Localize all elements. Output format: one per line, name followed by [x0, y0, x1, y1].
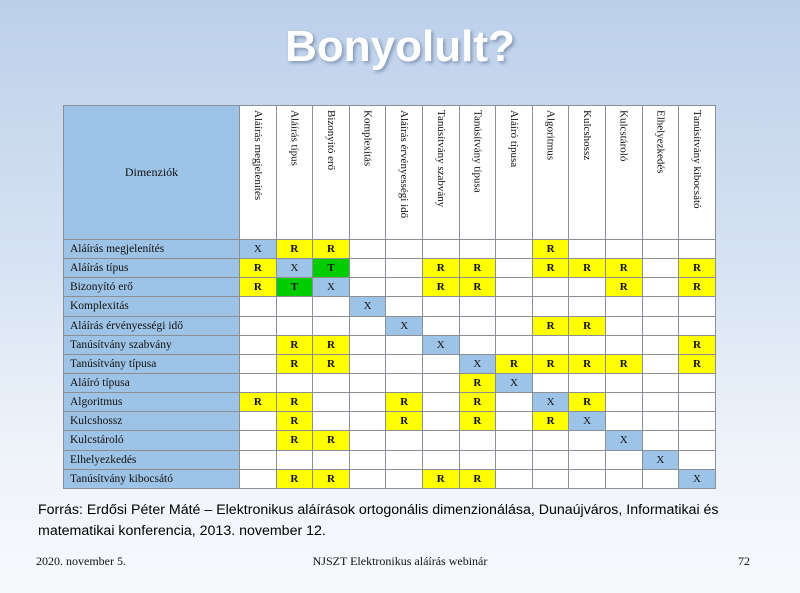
row-header-label: Komplexitás	[64, 297, 240, 316]
matrix-cell	[459, 335, 496, 354]
matrix-cell: R	[605, 354, 642, 373]
matrix-cell	[386, 259, 423, 278]
matrix-header-row	[64, 106, 716, 240]
row-header-label: Aláírás megjelenítés	[64, 240, 240, 259]
column-header	[496, 106, 533, 240]
column-header-label: Bizonyító erő	[324, 110, 337, 171]
matrix-cell	[386, 297, 423, 316]
matrix-cell: R	[313, 469, 350, 488]
column-header	[240, 106, 277, 240]
matrix-cell: R	[459, 259, 496, 278]
matrix-cell	[496, 278, 533, 297]
row-header-label: Algoritmus	[64, 393, 240, 412]
matrix-cell	[240, 373, 277, 392]
matrix-cell	[532, 297, 569, 316]
matrix-cell	[496, 335, 533, 354]
matrix-cell	[349, 431, 386, 450]
matrix-cell	[642, 412, 679, 431]
matrix-cell	[459, 316, 496, 335]
matrix-cell	[532, 431, 569, 450]
row-header-label: Aláíró típusa	[64, 373, 240, 392]
matrix-cell	[240, 412, 277, 431]
row-header-label: Aláírás típus	[64, 259, 240, 278]
matrix-cell	[349, 469, 386, 488]
matrix-cell	[422, 393, 459, 412]
matrix-cell	[496, 316, 533, 335]
matrix-cell	[605, 297, 642, 316]
matrix-cell	[605, 240, 642, 259]
matrix-cell: R	[605, 259, 642, 278]
matrix-cell	[605, 316, 642, 335]
matrix-cell: R	[569, 259, 606, 278]
matrix-cell	[496, 297, 533, 316]
matrix-cell: X	[532, 393, 569, 412]
matrix-cell: R	[240, 278, 277, 297]
matrix-cell: R	[532, 240, 569, 259]
footer-date: 2020. november 5.	[36, 554, 126, 568]
column-header-label: Tanúsítvány típusa	[471, 110, 484, 193]
matrix-cell	[569, 240, 606, 259]
matrix-cell	[386, 373, 423, 392]
matrix-cell	[642, 297, 679, 316]
column-header	[459, 106, 496, 240]
column-header-label: Tanúsítvány szabvány	[434, 110, 447, 208]
matrix-cell: R	[459, 278, 496, 297]
matrix-cell: R	[459, 373, 496, 392]
matrix-cell	[313, 393, 350, 412]
matrix-cell	[532, 278, 569, 297]
matrix-cell: X	[605, 431, 642, 450]
matrix-cell	[642, 373, 679, 392]
column-header	[605, 106, 642, 240]
matrix-cell	[496, 431, 533, 450]
matrix-cell: X	[496, 373, 533, 392]
matrix-cell	[422, 431, 459, 450]
matrix-cell	[422, 297, 459, 316]
table-row	[64, 240, 716, 259]
matrix-cell	[642, 393, 679, 412]
matrix-cell	[276, 316, 313, 335]
table-row	[64, 278, 716, 297]
table-row	[64, 297, 716, 316]
column-header-label: Aláíró típusa	[507, 110, 520, 168]
matrix-cell	[386, 278, 423, 297]
matrix-cell	[532, 335, 569, 354]
table-row	[64, 393, 716, 412]
matrix-cell: R	[459, 412, 496, 431]
matrix-cell	[313, 450, 350, 469]
matrix-cell	[532, 450, 569, 469]
matrix-cell	[642, 431, 679, 450]
matrix-cell	[240, 450, 277, 469]
matrix-cell: X	[240, 240, 277, 259]
matrix-cell	[605, 450, 642, 469]
column-header-label: Aláírás megjelenítés	[251, 110, 264, 201]
matrix-cell	[642, 354, 679, 373]
row-header-label: Elhelyezkedés	[64, 450, 240, 469]
matrix-cell	[240, 354, 277, 373]
matrix-cell: X	[422, 335, 459, 354]
column-header-label: Algoritmus	[544, 110, 557, 161]
matrix-cell	[459, 240, 496, 259]
matrix-corner-label: Dimenziók	[64, 106, 240, 240]
matrix-cell: R	[679, 335, 716, 354]
column-header-label: Elhelyezkedés	[654, 110, 667, 174]
matrix-cell	[459, 297, 496, 316]
matrix-cell: R	[532, 259, 569, 278]
matrix-cell	[349, 450, 386, 469]
column-header-label: Kulcstároló	[617, 110, 630, 162]
matrix-cell	[240, 316, 277, 335]
footer-title: NJSZT Elektronikus aláírás webinár	[312, 554, 488, 568]
matrix-cell: R	[569, 316, 606, 335]
matrix-cell	[422, 450, 459, 469]
matrix-cell	[349, 373, 386, 392]
table-row	[64, 335, 716, 354]
matrix-cell: R	[459, 469, 496, 488]
matrix-cell: R	[313, 240, 350, 259]
matrix-cell: R	[276, 412, 313, 431]
table-row	[64, 412, 716, 431]
matrix-cell	[532, 469, 569, 488]
matrix-cell: R	[240, 393, 277, 412]
matrix-cell	[386, 450, 423, 469]
matrix-cell	[605, 393, 642, 412]
table-row	[64, 373, 716, 392]
matrix-cell: R	[276, 354, 313, 373]
matrix-cell	[642, 259, 679, 278]
column-header	[569, 106, 606, 240]
matrix-cell: R	[276, 240, 313, 259]
matrix-cell: R	[679, 259, 716, 278]
matrix-cell	[313, 412, 350, 431]
column-header	[276, 106, 313, 240]
matrix-cell: X	[459, 354, 496, 373]
row-header-label: Tanúsítvány szabvány	[64, 335, 240, 354]
matrix-cell	[679, 297, 716, 316]
matrix-cell: R	[496, 354, 533, 373]
matrix-cell	[386, 240, 423, 259]
matrix-cell	[569, 335, 606, 354]
matrix-cell	[422, 316, 459, 335]
matrix-cell	[679, 450, 716, 469]
matrix-cell	[569, 373, 606, 392]
matrix-cell	[569, 431, 606, 450]
matrix-cell: X	[679, 469, 716, 488]
matrix-cell	[240, 335, 277, 354]
matrix-cell: R	[679, 354, 716, 373]
column-header	[642, 106, 679, 240]
row-header-label: Aláírás érvényességi idő	[64, 316, 240, 335]
matrix-cell: R	[313, 431, 350, 450]
matrix-cell: R	[569, 393, 606, 412]
matrix-cell	[496, 469, 533, 488]
matrix-cell	[459, 450, 496, 469]
table-row	[64, 354, 716, 373]
matrix-cell	[349, 354, 386, 373]
column-header-label: Tanúsítvány kibocsátó	[690, 110, 703, 209]
column-header	[422, 106, 459, 240]
matrix-cell: R	[313, 354, 350, 373]
matrix-cell	[422, 373, 459, 392]
matrix-cell: X	[642, 450, 679, 469]
matrix-cell: R	[605, 278, 642, 297]
column-header	[386, 106, 423, 240]
matrix-cell	[276, 450, 313, 469]
table-row	[64, 450, 716, 469]
matrix-cell: R	[422, 469, 459, 488]
matrix-cell	[642, 335, 679, 354]
column-header	[349, 106, 386, 240]
matrix-cell	[386, 431, 423, 450]
matrix-cell	[679, 412, 716, 431]
matrix-cell	[240, 469, 277, 488]
matrix-cell: X	[349, 297, 386, 316]
matrix-cell	[276, 373, 313, 392]
row-header-label: Bizonyító erő	[64, 278, 240, 297]
matrix-cell	[605, 373, 642, 392]
column-header	[313, 106, 350, 240]
matrix-cell: X	[276, 259, 313, 278]
dimension-matrix	[63, 105, 716, 489]
matrix-cell: R	[422, 259, 459, 278]
matrix-cell	[569, 278, 606, 297]
matrix-cell	[496, 412, 533, 431]
table-row	[64, 469, 716, 488]
table-row	[64, 259, 716, 278]
matrix-cell	[240, 431, 277, 450]
matrix-cell	[386, 335, 423, 354]
matrix-cell	[349, 278, 386, 297]
matrix-cell	[349, 259, 386, 278]
matrix-cell: R	[276, 431, 313, 450]
matrix-cell	[349, 240, 386, 259]
matrix-cell	[349, 316, 386, 335]
matrix-cell	[496, 393, 533, 412]
matrix-cell	[679, 431, 716, 450]
matrix-cell	[679, 373, 716, 392]
matrix-cell: T	[276, 278, 313, 297]
table-row	[64, 316, 716, 335]
matrix-cell: R	[313, 335, 350, 354]
matrix-cell	[569, 297, 606, 316]
matrix-cell: R	[422, 278, 459, 297]
row-header-label: Kulcstároló	[64, 431, 240, 450]
matrix-cell	[605, 469, 642, 488]
matrix-cell	[532, 373, 569, 392]
matrix-cell	[386, 469, 423, 488]
matrix-cell: R	[276, 393, 313, 412]
matrix-body	[64, 240, 716, 489]
matrix-cell	[349, 412, 386, 431]
page-number: 72	[738, 554, 750, 568]
matrix-cell	[349, 335, 386, 354]
column-header-label: Aláírás érvényességi idő	[398, 110, 411, 219]
matrix-cell: X	[386, 316, 423, 335]
row-header-label: Tanúsítvány kibocsátó	[64, 469, 240, 488]
row-header-label: Kulcshossz	[64, 412, 240, 431]
column-header-label: Aláírás típus	[288, 110, 301, 166]
matrix-cell: R	[386, 412, 423, 431]
matrix-cell: R	[459, 393, 496, 412]
matrix-cell	[313, 373, 350, 392]
matrix-cell	[496, 259, 533, 278]
matrix-cell: R	[386, 393, 423, 412]
matrix-cell	[422, 412, 459, 431]
matrix-cell	[679, 393, 716, 412]
matrix-cell	[642, 278, 679, 297]
matrix-cell	[605, 412, 642, 431]
matrix-cell	[349, 393, 386, 412]
matrix-cell	[642, 240, 679, 259]
matrix-cell	[422, 354, 459, 373]
matrix-cell	[276, 297, 313, 316]
source-citation: Forrás: Erdősi Péter Máté – Elektronikus aláírások ortogonális dimenzionálása, Dunaújváros, Informatikai és matematikai konferencia, 2013. november 12.	[38, 502, 719, 539]
matrix-cell	[459, 431, 496, 450]
matrix-cell	[240, 297, 277, 316]
matrix-cell: R	[532, 354, 569, 373]
matrix-cell: R	[569, 354, 606, 373]
row-header-label: Tanúsítvány típusa	[64, 354, 240, 373]
matrix-cell	[313, 297, 350, 316]
matrix-cell	[386, 354, 423, 373]
matrix-cell: R	[679, 278, 716, 297]
column-header-label: Kulcshossz	[581, 110, 594, 161]
matrix-cell	[642, 469, 679, 488]
matrix-cell	[496, 240, 533, 259]
matrix-cell	[569, 450, 606, 469]
matrix-cell	[313, 316, 350, 335]
matrix-cell	[679, 316, 716, 335]
matrix-cell: R	[276, 335, 313, 354]
matrix-cell: X	[569, 412, 606, 431]
matrix-cell	[642, 316, 679, 335]
matrix-cell: R	[240, 259, 277, 278]
matrix-cell	[496, 450, 533, 469]
matrix-cell	[605, 335, 642, 354]
matrix-cell	[679, 240, 716, 259]
matrix-cell	[422, 240, 459, 259]
column-header	[679, 106, 716, 240]
matrix-cell: X	[313, 278, 350, 297]
matrix-cell	[569, 469, 606, 488]
column-header	[532, 106, 569, 240]
matrix-cell: T	[313, 259, 350, 278]
column-header-label: Komplexitás	[361, 110, 374, 167]
matrix-cell: R	[532, 316, 569, 335]
slide-title: Bonyolult?	[285, 22, 515, 71]
matrix-cell: R	[532, 412, 569, 431]
table-row	[64, 431, 716, 450]
matrix-cell: R	[276, 469, 313, 488]
